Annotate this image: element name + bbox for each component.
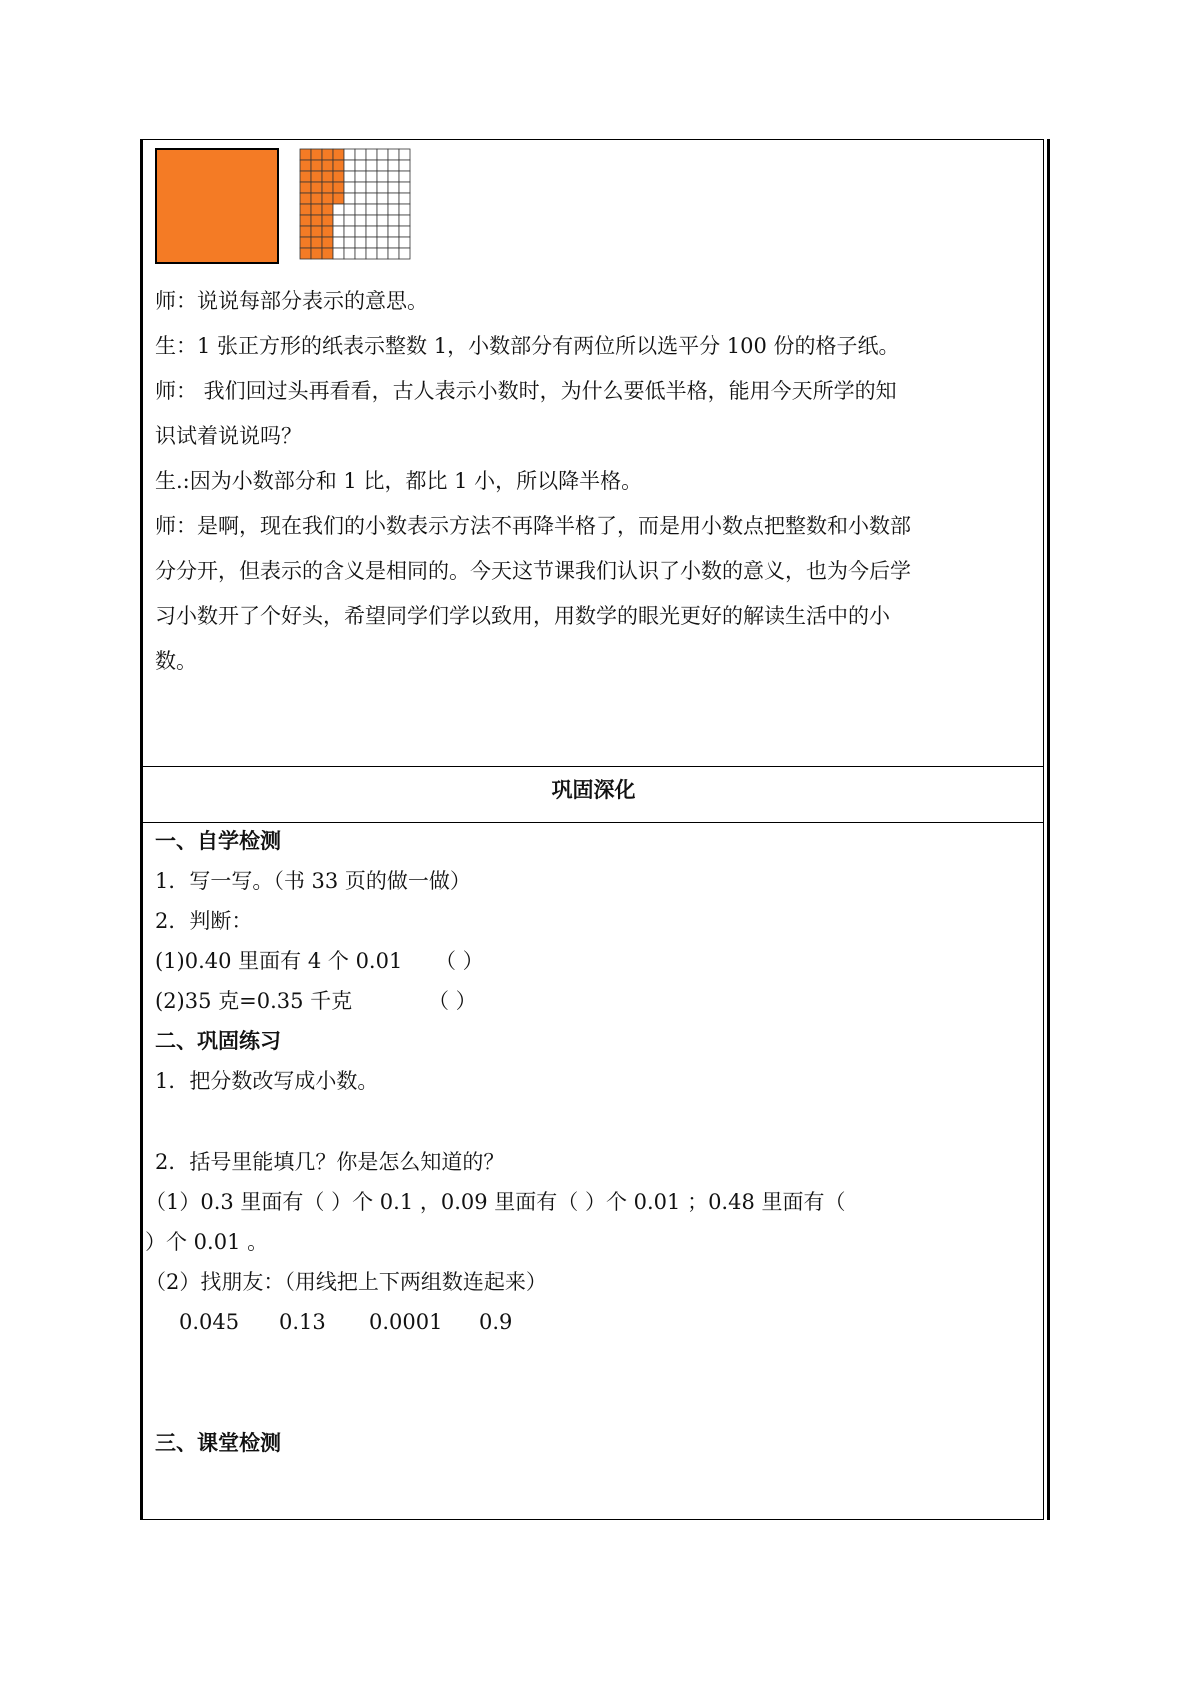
grid-cell [388, 171, 399, 182]
grid-cell-shaded [311, 226, 322, 237]
grid-cell [399, 215, 410, 226]
grid-cell [388, 182, 399, 193]
match-number: 0.13 [279, 1310, 326, 1334]
grid-cell-shaded [322, 193, 333, 204]
grid-cell-shaded [300, 226, 311, 237]
match-number: 0.045 [179, 1310, 240, 1334]
grid-cell [377, 248, 388, 259]
grid-cell-shaded [311, 215, 322, 226]
part1-q1: 1．写一写。（书 33 页的做一做） [155, 869, 471, 893]
grid-cell [344, 149, 355, 160]
grid-cell [377, 204, 388, 215]
part2-q2-1-line1: （1）0.3 里面有（ ）个 0.1 ，0.09 里面有（ ）个 0.01 ；0.48 里面有（ [145, 1190, 846, 1214]
dialogue-line-7: 分分开，但表示的含义是相同的。今天这节课我们认识了小数的意义，也为今后学 [155, 559, 911, 583]
grid-cell [377, 215, 388, 226]
part2-q2-1-line2: ）个 0.01 。 [145, 1230, 269, 1254]
grid-cell [399, 182, 410, 193]
grid-cell [377, 149, 388, 160]
judge-answer-blank-1: （ ） [435, 949, 484, 973]
row-divider [143, 822, 1044, 823]
match-number: 0.9 [479, 1310, 513, 1334]
grid-cell-shaded [300, 248, 311, 259]
grid-cell [344, 248, 355, 259]
dialogue-line-6: 师：是啊，现在我们的小数表示方法不再降半格了，而是用小数点把整数和小数部 [155, 514, 911, 538]
grid-cell [399, 193, 410, 204]
grid-cell-shaded [322, 149, 333, 160]
grid-cell-shaded [300, 193, 311, 204]
grid-cell [366, 160, 377, 171]
grid-cell [355, 237, 366, 248]
grid-cell-shaded [333, 160, 344, 171]
grid-cell [344, 204, 355, 215]
judge-item-1: (1)0.40 里面有 4 个 0.01 [155, 949, 403, 973]
grid-cell-shaded [322, 160, 333, 171]
grid-cell [366, 237, 377, 248]
grid-cell [333, 226, 344, 237]
dialogue-line-5: 生.:因为小数部分和 1 比，都比 1 小，所以降半格。 [155, 469, 643, 493]
grid-cell-shaded [322, 226, 333, 237]
grid-cell-shaded [300, 171, 311, 182]
grid-cell-shaded [322, 182, 333, 193]
grid-cell [388, 160, 399, 171]
grid-cell [399, 237, 410, 248]
dialogue-line-8: 习小数开了个好头，希望同学们学以致用，用数学的眼光更好的解读生活中的小 [155, 604, 890, 628]
part2-q2-2: （2）找朋友：（用线把上下两组数连起来） [145, 1270, 547, 1294]
part2-q2: 2．括号里能填几？你是怎么知道的？ [155, 1150, 505, 1174]
grid-cell-shaded [322, 237, 333, 248]
grid-cell-shaded [300, 215, 311, 226]
grid-cell [355, 160, 366, 171]
grid-cell [377, 160, 388, 171]
grid-cell [344, 237, 355, 248]
grid-cell [366, 182, 377, 193]
grid-cell [377, 226, 388, 237]
grid-cell [355, 193, 366, 204]
row-divider [143, 766, 1044, 767]
part2-q1: 1．把分数改写成小数。 [155, 1069, 379, 1093]
grid-cell [377, 171, 388, 182]
grid-cell-shaded [322, 171, 333, 182]
grid-cell [333, 248, 344, 259]
grid-cell [355, 182, 366, 193]
grid-cell [366, 171, 377, 182]
grid-cell [333, 204, 344, 215]
grid-cell [344, 160, 355, 171]
grid-cell [366, 226, 377, 237]
grid-cell [399, 204, 410, 215]
whole-unit-square [155, 148, 279, 264]
grid-cell-shaded [333, 171, 344, 182]
grid-cell-shaded [333, 182, 344, 193]
hundredths-grid [299, 148, 411, 260]
part1-q2: 2．判断： [155, 909, 253, 933]
grid-cell-shaded [311, 182, 322, 193]
grid-cell [377, 182, 388, 193]
grid-cell [377, 193, 388, 204]
judge-item-2: (2)35 克=0.35 千克 [155, 989, 353, 1013]
grid-cell [344, 171, 355, 182]
dialogue-line-1: 师：说说每部分表示的意思。 [155, 289, 428, 313]
grid-cell-shaded [300, 237, 311, 248]
grid-cell [333, 237, 344, 248]
grid-cell [366, 193, 377, 204]
grid-cell-shaded [311, 149, 322, 160]
grid-cell-shaded [300, 182, 311, 193]
grid-cell [388, 149, 399, 160]
judge-answer-blank-2: （ ） [428, 989, 477, 1013]
dialogue-line-3: 师： 我们回过头再看看，古人表示小数时，为什么要低半格，能用今天所学的知 [155, 379, 897, 403]
grid-cell [355, 204, 366, 215]
grid-cell [333, 215, 344, 226]
lesson-table [140, 139, 1044, 1520]
grid-cell [399, 149, 410, 160]
grid-cell-shaded [333, 149, 344, 160]
part1-heading: 一、自学检测 [155, 829, 281, 853]
grid-cell-shaded [322, 215, 333, 226]
grid-cell-shaded [322, 248, 333, 259]
grid-cell [388, 226, 399, 237]
grid-cell-shaded [333, 193, 344, 204]
grid-cell [355, 248, 366, 259]
grid-cell [388, 204, 399, 215]
part3-heading: 三、课堂检测 [155, 1431, 281, 1455]
grid-cell-shaded [311, 248, 322, 259]
grid-cell-shaded [311, 204, 322, 215]
grid-cell [355, 215, 366, 226]
grid-cell [355, 171, 366, 182]
grid-cell-shaded [311, 160, 322, 171]
match-number: 0.0001 [369, 1310, 443, 1334]
dialogue-line-9: 数。 [155, 649, 197, 673]
grid-cell [399, 160, 410, 171]
grid-cell-shaded [311, 171, 322, 182]
grid-cell-shaded [300, 160, 311, 171]
grid-cell [344, 215, 355, 226]
grid-cell [388, 248, 399, 259]
grid-cell [388, 215, 399, 226]
grid-cell [399, 226, 410, 237]
grid-cell-shaded [322, 204, 333, 215]
grid-cell [344, 226, 355, 237]
dialogue-line-2: 生：1 张正方形的纸表示整数 1，小数部分有两位所以选平分 100 份的格子纸。 [155, 334, 900, 358]
grid-cell [366, 204, 377, 215]
grid-cell [355, 149, 366, 160]
section-title: 巩固深化 [551, 778, 636, 802]
grid-cell [344, 193, 355, 204]
grid-cell [344, 182, 355, 193]
grid-cell-shaded [311, 237, 322, 248]
part2-heading: 二、巩固练习 [155, 1029, 281, 1053]
grid-cell [388, 237, 399, 248]
grid-cell [366, 248, 377, 259]
grid-cell [366, 215, 377, 226]
grid-cell [399, 248, 410, 259]
grid-cell-shaded [311, 193, 322, 204]
grid-cell [399, 171, 410, 182]
grid-cell [388, 193, 399, 204]
grid-cell-shaded [300, 204, 311, 215]
grid-cell [355, 226, 366, 237]
grid-cell-shaded [300, 149, 311, 160]
grid-cell [377, 237, 388, 248]
dialogue-line-4: 识试着说说吗？ [155, 424, 302, 448]
grid-cell [366, 149, 377, 160]
